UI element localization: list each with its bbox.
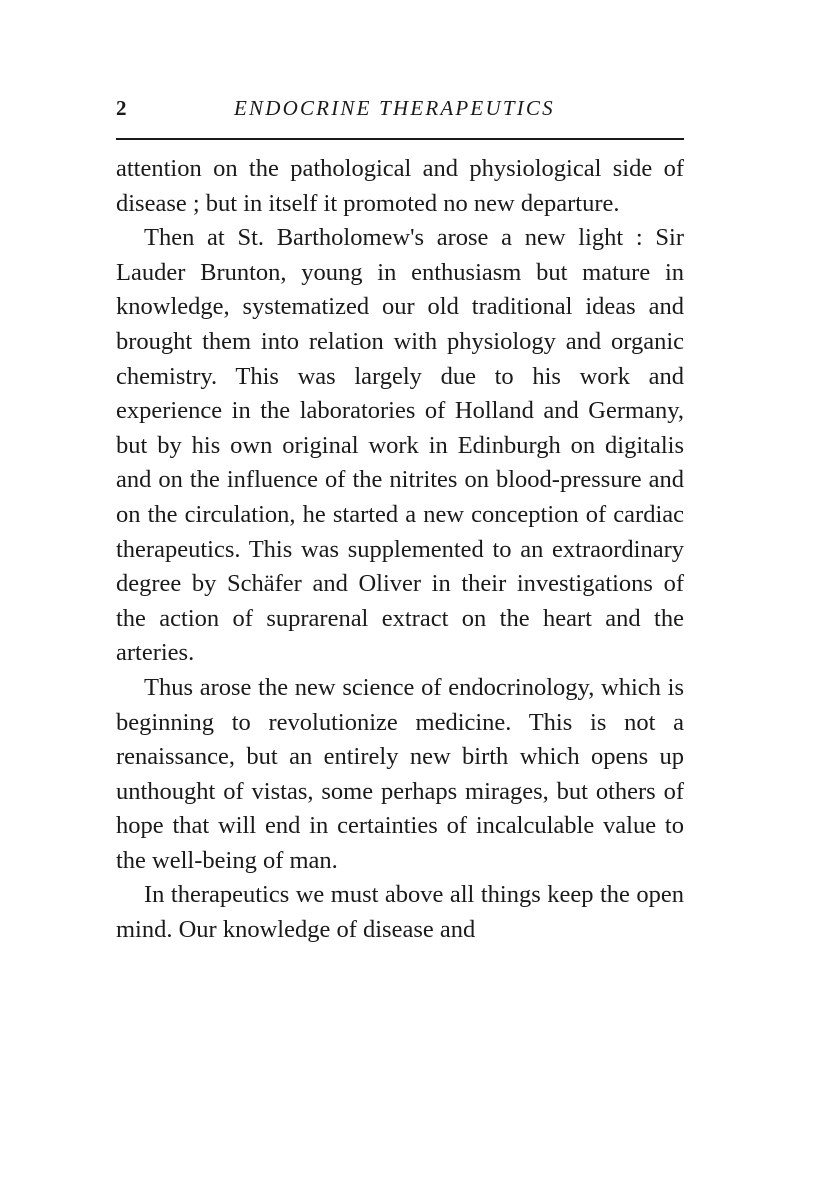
paragraph-therapeutics: In therapeutics we must above all things keep the open mind. Our knowledge of disease and — [116, 881, 684, 944]
paragraph-brunton: Then at St. Bartholomew's arose a new light : Sir Lauder Brunton, young in enthusiasm but mature in knowledge, systematized our old traditional ideas and brought them into relation with physiology and organic chemistry. This was largely due to his work and experience in the laboratories of Holland and Germany, but by his own original work in Edinburgh on digitalis and on the influence of the nitrites on blood-pressure and on the circulation, he started a new conception of cardiac therapeutics. This was supplemented to an extraordinary degree by Schäfer and Oliver in their investigations of the action of suprarenal extract on the heart and the arteries. — [116, 224, 684, 667]
running-head — [116, 96, 684, 124]
header-rule — [116, 138, 684, 140]
paragraph-continued: attention on the pathological and physiological side of disease ; but in itself it promoted no new departure. — [116, 155, 684, 217]
running-title: ENDOCRINE THERAPEUTICS — [234, 96, 555, 120]
paragraph-endocrinology: Thus arose the new science of endocrinology, which is beginning to revolutionize medicine. This is not a renaissance, but an entirely new birth which opens up unthought of vistas, some perhaps mirages, but others of hope that will end in certainties of incalculable value to the well-being of man. — [116, 673, 684, 874]
body-text — [116, 152, 684, 948]
page-number: 2 — [116, 96, 127, 120]
